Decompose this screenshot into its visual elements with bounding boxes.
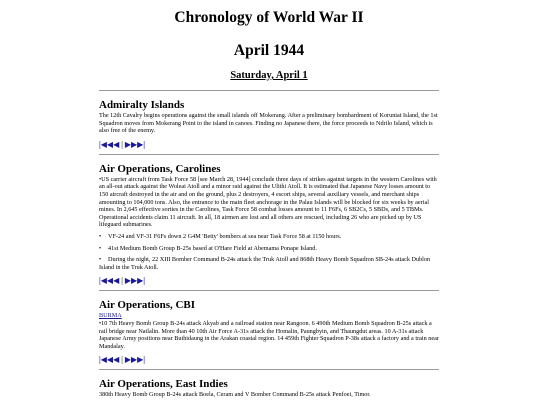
bullet-text: VF-24 and VF-31 F6Fs down 2 G4M 'Betty' bombers at sea near Task Force 58 at 1150 hours. (108, 232, 342, 240)
section-text: 380th Heavy Bomb Group B-24s attack Boela, Ceram and V Bomber Command B-25s attack Penfoei, Timor. (99, 391, 371, 399)
bullet-item (99, 245, 439, 253)
bullet-item (99, 176, 439, 229)
bullet-icon: • (99, 256, 102, 264)
section-air-operations-cbi (99, 299, 439, 365)
prev-button[interactable]: ◀ (113, 276, 120, 286)
bullet-item (99, 233, 439, 241)
section-title: Air Operations, Carolines (99, 162, 221, 175)
first-button[interactable]: |◀◀ (99, 139, 114, 149)
page-title: Chronology of World War II (174, 9, 364, 26)
bullet-text: US carrier aircraft from Task Force 58 [see March 28, 1944] conclude three days of strikes against targets in the western Carolines with an all-out attack against the Woleai Atoll and a minor raid against the Ulithi Atoll. It is estimated that Japanese Navy losses amount to 150 aircraft destroyed in the air and on the ground, plus 2 destroyers, 4 escort ships, several auxiliary vessels, and merchant ships amounting to 104,000 tons. Also, the entrance to the main fleet anchorage in the Palau Islands will be blocked for six weeks by aerial mines. In 2,645 effective sorties in the Carolines, Task Force 58 combat losses amount to 11 F6Fs, 6 SB2Cs, 5 SBDs, and 5 TBMs. Operational accidents claim 11 aircraft. In all, 18 airmen are lost and all others are rescued, including 26 who are picked up by US lifeguard submarines. (99, 175, 437, 229)
next-button[interactable]: ▶ (124, 355, 131, 365)
section-title: Admiralty Islands (99, 99, 185, 111)
nav-bar (99, 140, 439, 150)
section-air-operations-carolines (99, 163, 439, 287)
bullet-icon: • (99, 244, 102, 252)
nav-separator: | (119, 139, 125, 149)
nav-separator: | (119, 355, 125, 365)
next-button[interactable]: ▶ (124, 276, 131, 286)
bullet-item (99, 320, 439, 350)
section-title: Air Operations, CBI (99, 299, 196, 312)
prev-button[interactable]: ◀ (113, 139, 120, 149)
divider (99, 90, 439, 91)
bullet-text: 41st Medium Bomb Group B-25s based at O'Hare Field at Abemama Ponape Island. (108, 244, 317, 252)
first-button[interactable]: |◀◀ (99, 276, 114, 286)
bullet-item (99, 256, 439, 271)
section-admiralty-islands (99, 99, 439, 150)
bullet-icon: • (99, 175, 102, 183)
last-button[interactable]: ▶▶| (131, 276, 146, 286)
prev-button[interactable]: ◀ (113, 355, 120, 365)
section-text: The 12th Cavalry begins operations against the small islands off Mokerang. After a preliminary bombardment of Koruniat Island, the 1st Squadron moves from Mokerang Point to the island in canoes. Finding no Japanese there, the force proceeds to Ndrilo Island, which is also free of the enemy. (99, 112, 438, 135)
page-content (99, 9, 439, 399)
bullet-text: 10 7th Heavy Bomb Group B-24s attack Akyab and a railroad station near Rangoon. 6 490th Medium Bomb Squadron B-25s attack a rail bridge near Natlalin. More than 40 10th Air Force A-31s attack the Homalin, Paungbyin, and Thaungdut areas. 10 A-31s attack Japanese Army positions near Buthidaung in the Arakan coastal region. 14 459th Fighter Squadron P-38s attack a factory and a train near Mandalay. (99, 319, 439, 350)
nav-bar (99, 276, 439, 286)
bullet-icon: • (99, 232, 102, 240)
section-air-operations-east-indies (99, 378, 439, 399)
last-button[interactable]: ▶▶| (131, 355, 146, 365)
next-button[interactable]: ▶ (124, 139, 131, 149)
month-heading: April 1944 (233, 42, 305, 59)
bullet-text: During the night, 22 XIII Bomber Command B-24s attack the Truk Atoll and 868th Heavy Bomb Squadron SB-24s attack Dublon Island in the Truk Atoll. (99, 256, 431, 271)
subheading-link[interactable]: BURMA (99, 312, 122, 320)
last-button[interactable]: ▶▶| (131, 139, 146, 149)
divider (99, 290, 439, 291)
first-button[interactable]: |◀◀ (99, 355, 114, 365)
nav-bar (99, 355, 439, 365)
divider (99, 154, 439, 155)
section-title: Air Operations, East Indies (99, 378, 228, 391)
nav-separator: | (119, 276, 125, 286)
date-heading: Saturday, April 1 (230, 70, 308, 81)
divider (99, 369, 439, 370)
bullet-icon: • (99, 319, 102, 327)
